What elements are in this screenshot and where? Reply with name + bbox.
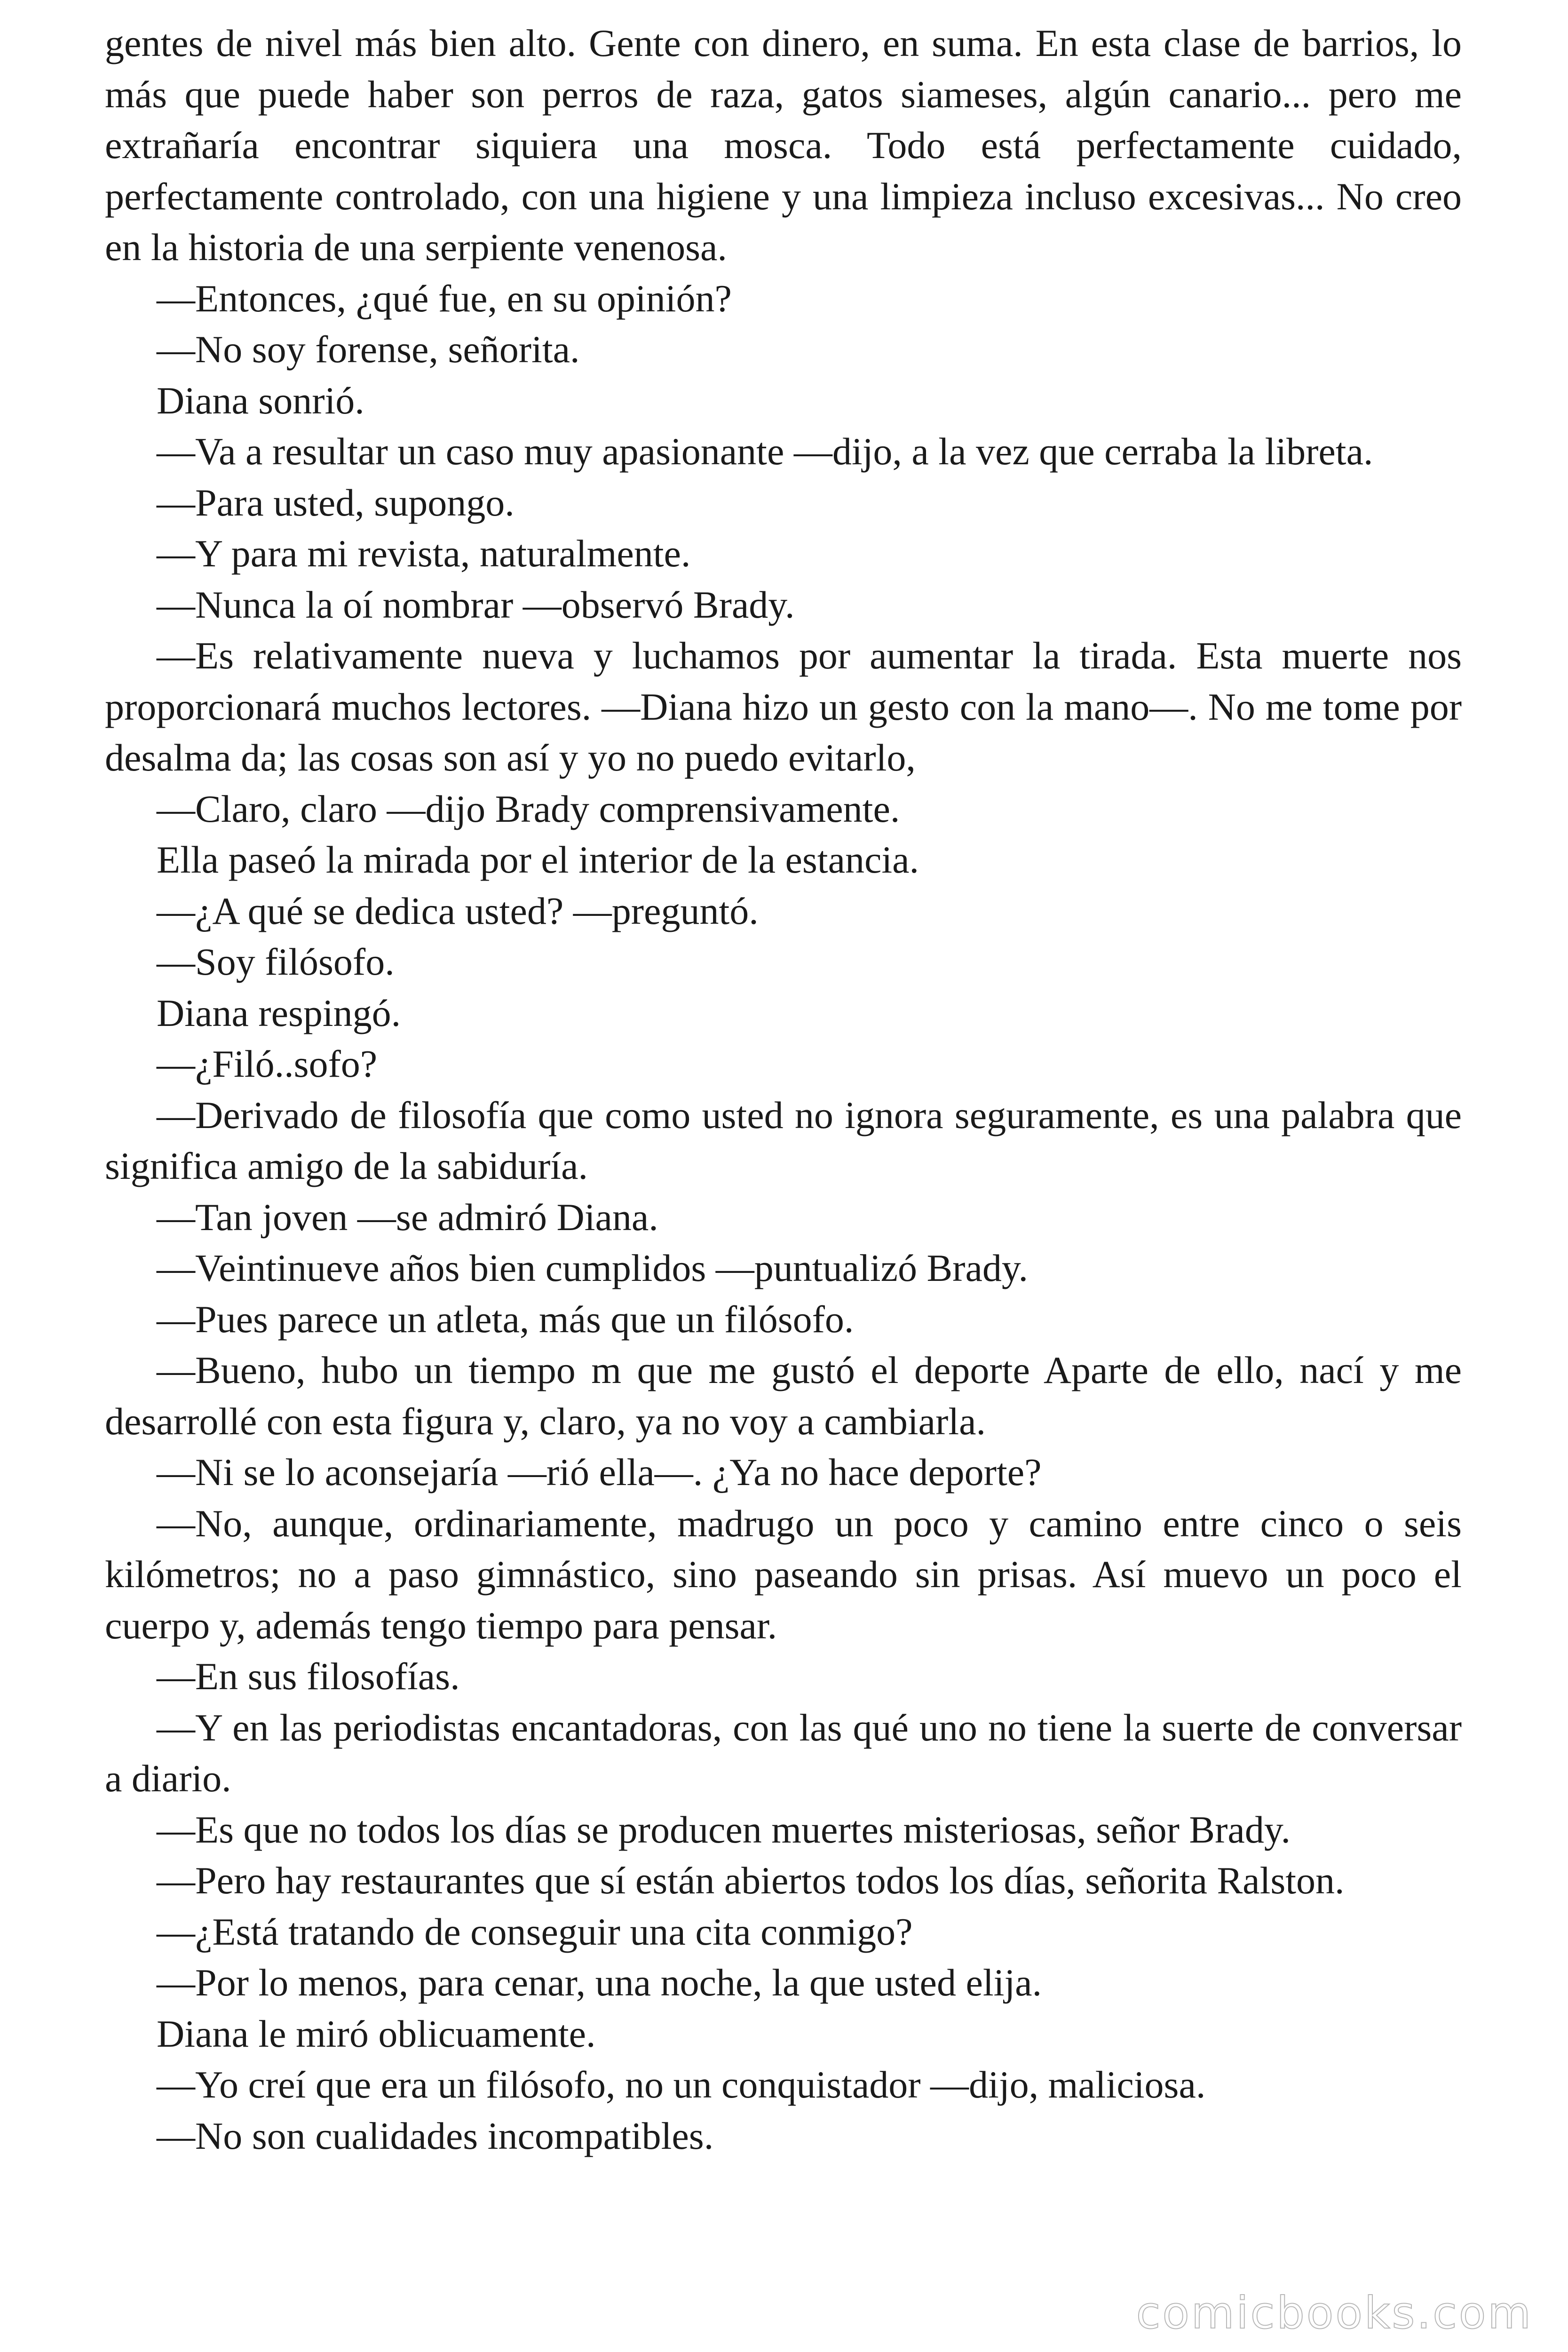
paragraph: —Va a resultar un caso muy apasionante —dijo, a la vez que cerraba la libreta. [157,430,1373,473]
paragraph: —Soy filósofo. [157,940,395,983]
paragraph: —Es que no todos los días se producen muertes misteriosas, señor Brady. [157,1808,1291,1851]
paragraph: —Y en las periodistas encantadoras, con las qué uno no tiene la suerte de conversar a diario. [105,1706,1462,1800]
paragraph: —¿A qué se dedica usted? —preguntó. [157,889,759,932]
paragraph: —Veintinueve años bien cumplidos —puntualizó Brady. [157,1247,1029,1289]
paragraph: —No son cualidades incompatibles. [157,2114,714,2157]
paragraph: —Bueno, hubo un tiempo m que me gustó el deporte Aparte de ello, nací y me desarrollé con esta figura y, claro, ya no voy a cambiarla. [105,1349,1462,1443]
page-text [105,18,1462,2161]
paragraph: —Pero hay restaurantes que sí están abiertos todos los días, señorita Ralston. [157,1859,1345,1902]
watermark: comicbooks.com [1136,2288,1533,2339]
paragraph: —Es relativamente nueva y luchamos por aumentar la tirada. Esta muerte nos proporcionará muchos lectores. —Diana hizo un gesto con la mano—. No me tome por desalma da; las cosas son así y yo no puedo evitarlo, [105,634,1462,779]
paragraph: Ella paseó la mirada por el interior de la estancia. [157,838,919,881]
paragraph: —Ni se lo aconsejaría —rió ella—. ¿Ya no hace deporte? [157,1451,1042,1494]
paragraph: —Yo creí que era un filósofo, no un conquistador —dijo, maliciosa. [157,2063,1206,2106]
paragraph: —Tan joven —se admiró Diana. [157,1195,658,1239]
paragraph: Diana sonrió. [157,379,364,422]
paragraph: gentes de nivel más bien alto. Gente con dinero, en suma. En esta clase de barrios, lo más que puede haber son perros de raza, gatos siameses, algún canario... pero me extrañaría encontrar siquiera una mosca. Todo está perfectamente cuidado, perfectamente controlado, con una higiene y una limpieza incluso excesivas... No creo en la historia de una serpiente venenosa. [105,22,1462,269]
paragraph: —¿Está tratando de conseguir una cita conmigo? [157,1910,913,1953]
paragraph: —Pues parece un atleta, más que un filósofo. [157,1297,854,1341]
paragraph: —Entonces, ¿qué fue, en su opinión? [157,277,732,320]
paragraph: —Derivado de filosofía que como usted no ignora seguramente, es una palabra que significa amigo de la sabiduría. [105,1093,1462,1187]
paragraph: —No soy forense, señorita. [157,328,580,371]
paragraph: —¿Filó..sofo? [157,1042,378,1085]
paragraph: —Claro, claro —dijo Brady comprensivamente. [157,787,900,830]
paragraph: —No, aunque, ordinariamente, madrugo un poco y camino entre cinco o seis kilómetros; no a paso gimnástico, sino paseando sin prisas. Así muevo un poco el cuerpo y, además tengo tiempo para pensar. [105,1502,1462,1647]
paragraph: Diana respingó. [157,991,401,1034]
paragraph: —En sus filosofías. [157,1655,460,1698]
paragraph: Diana le miró oblicuamente. [157,2012,596,2055]
paragraph: —Y para mi revista, naturalmente. [157,532,691,575]
paragraph: —Por lo menos, para cenar, una noche, la que usted elija. [157,1961,1042,2004]
paragraph: —Para usted, supongo. [157,481,515,524]
paragraph: —Nunca la oí nombrar —observó Brady. [157,583,795,626]
